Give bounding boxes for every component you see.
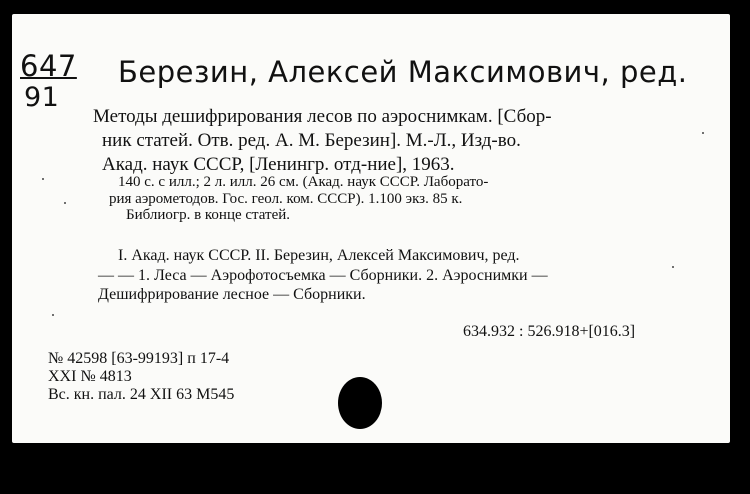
record-number-line: XXI № 4813 <box>48 368 132 385</box>
scan-speck <box>672 266 674 268</box>
title-line: Акад. наук СССР, [Ленингр. отд-ние], 1963. <box>102 154 455 175</box>
title-line: ник статей. Отв. ред. А. М. Березин]. М.-Л., Изд-во. <box>102 130 521 151</box>
scan-speck <box>52 314 54 316</box>
call-number-bottom: 91 <box>24 82 60 113</box>
tracing-line: I. Акад. наук СССР. II. Березин, Алексей Максимович, ред. <box>118 247 520 264</box>
record-number-line: № 42598 [63-99193] п 17-4 <box>48 350 230 367</box>
bibliography-note: Библиогр. в конце статей. <box>126 207 291 223</box>
physical-description-line: 140 с. с илл.; 2 л. илл. 26 см. (Акад. наук СССР. Лаборато- <box>118 174 489 190</box>
tracing-line: Дешифрирование лесное — Сборники. <box>98 286 366 303</box>
catalog-card <box>12 14 730 443</box>
author-heading: Березин, Алексей Максимович, ред. <box>118 55 688 89</box>
card-punch-hole <box>338 377 382 429</box>
record-number-line: Вс. кн. пал. 24 XII 63 М545 <box>48 386 235 403</box>
scan-speck <box>64 202 66 204</box>
title-line: Методы дешифрирования лесов по аэроснимкам. [Сбор- <box>93 106 552 127</box>
tracing-line: — — 1. Леса — Аэрофотосъемка — Сборники. 2. Аэроснимки — <box>98 267 548 284</box>
scan-speck <box>42 178 44 180</box>
scan-speck <box>702 132 704 134</box>
call-number-top: 647 <box>20 49 77 83</box>
physical-description-line: рия аэрометодов. Гос. геол. ком. СССР). 1.100 экз. 85 к. <box>109 191 463 207</box>
classification-index: 634.932 : 526.918+[016.3] <box>463 323 636 340</box>
